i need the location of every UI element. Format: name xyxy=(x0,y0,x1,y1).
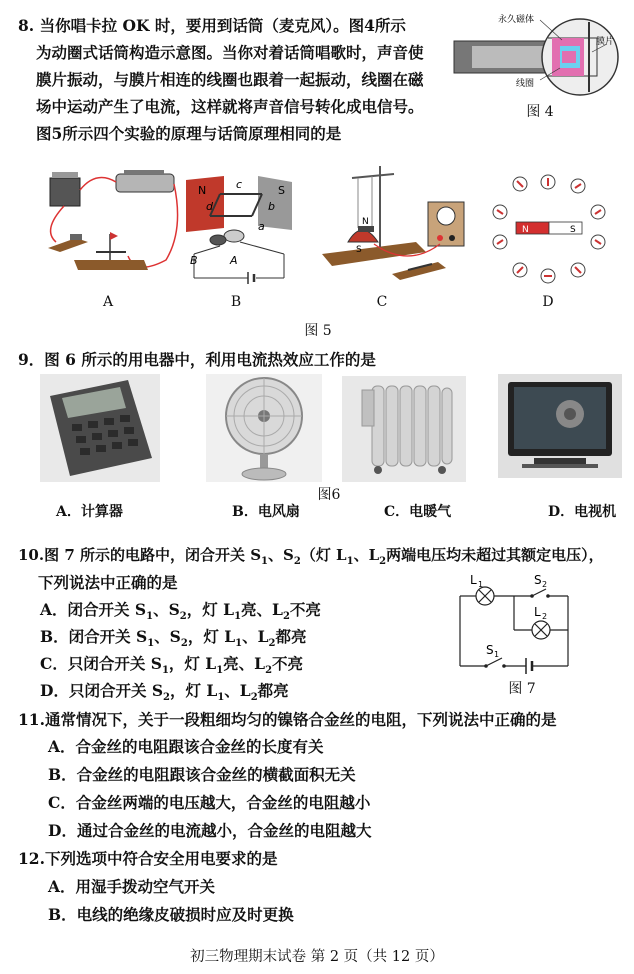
q10-option-d: D．只闭合开关 $S_2$，灯 $L_1$、$L_2$都亮 xyxy=(40,681,289,704)
fig5-panel-a-diagram xyxy=(36,160,186,285)
fig5-b-letter-b: b xyxy=(268,200,275,213)
q8-line-3: 膜片振动，与膜片相连的线圈也跟着一起振动，线圈在磁 xyxy=(36,70,424,89)
fig5-b-letter-c: c xyxy=(236,178,243,191)
q8-line-2: 为动圈式话筒构造示意图。当你对着话筒唱歌时，声音使 xyxy=(36,43,424,62)
q9-option-a: A．计算器 xyxy=(56,504,123,520)
fig7-label-l1: L xyxy=(470,573,477,587)
fig5-panel-b-label: B xyxy=(230,294,242,310)
fig5-panel-d-diagram xyxy=(488,172,610,290)
q12-option-a: A．用湿手拨动空气开关 xyxy=(48,877,216,896)
fig5-panel-a-label: A xyxy=(102,294,114,310)
fig5-d-letter-n: N xyxy=(522,225,529,235)
fig5-b-letter-n: N xyxy=(198,184,207,197)
page-footer: 初三物理期末试卷 第 2 页（共 12 页） xyxy=(190,949,444,965)
fig7-label-s2-sub: 2 xyxy=(542,580,548,589)
q10-question-line-1: 10.图 7 所示的电路中，闭合开关 $S_1$、$S_2$（灯 $L_1$、$L_2$两端电压均未超过其额定电压）， xyxy=(18,546,604,567)
fig4-microphone-diagram xyxy=(452,8,620,102)
fig4-label-magnet: 永久磁体 xyxy=(498,15,535,25)
q10-question-line-2: 下列说法中正确的是 xyxy=(38,573,178,592)
fig7-caption: 图 7 xyxy=(508,681,536,697)
q12-question: 12.下列选项中符合安全用电要求的是 xyxy=(18,849,278,868)
q9-option-b: B．电风扇 xyxy=(232,504,300,520)
fig5-panel-c-diagram xyxy=(318,158,476,280)
fig7-label-s1: S xyxy=(486,643,494,657)
fig5-b-letter-A: A xyxy=(230,254,238,267)
fig7-label-s2: S xyxy=(534,573,542,587)
q10-option-b: B．闭合开关 $S_1$、$S_2$，灯 $L_1$、$L_2$都亮 xyxy=(40,627,307,650)
fig5-panel-b-diagram xyxy=(180,168,298,286)
fig7-label-s1-sub: 1 xyxy=(494,650,500,659)
fig5-c-letter-n: N xyxy=(362,217,369,227)
fig6-calculator-image xyxy=(40,374,160,482)
q8-line-4: 场中运动产生了电流，这样就将声音信号转化成电信号。 xyxy=(36,97,424,116)
fig6-caption: 图6 xyxy=(317,487,341,503)
fig5-panel-d-label: D xyxy=(542,294,554,310)
fig5-b-letter-s: S xyxy=(278,184,285,197)
q11-option-c: C．合金丝两端的电压越大，合金丝的电阻越小 xyxy=(48,793,371,812)
fig4-label-coil: 线圈 xyxy=(516,79,535,89)
q9-option-c: C．电暖气 xyxy=(384,504,452,520)
fig5-d-letter-s: S xyxy=(570,225,576,235)
q11-question: 11.通常情况下，关于一段粗细均匀的镍铬合金丝的电阻，下列说法中正确的是 xyxy=(18,710,557,729)
q10-option-a: A．闭合开关 $S_1$、$S_2$，灯 $L_1$亮、$L_2$不亮 xyxy=(40,600,321,623)
fig5-b-letter-a: a xyxy=(258,220,265,233)
fig7-label-l1-sub: 1 xyxy=(478,580,484,589)
q11-option-a: A．合金丝的电阻跟该合金丝的长度有关 xyxy=(48,737,324,756)
fig5-b-letter-d: d xyxy=(206,200,213,213)
q9-option-d: D．电视机 xyxy=(548,504,617,520)
fig5-panel-c-label: C xyxy=(376,294,388,310)
fig6-fan-image xyxy=(206,374,322,482)
fig6-heater-image xyxy=(342,376,466,482)
q9-question: 9．图 6 所示的用电器中，利用电流热效应工作的是 xyxy=(18,350,376,369)
q10-option-c: C．只闭合开关 $S_1$，灯 $L_1$亮、$L_2$不亮 xyxy=(40,654,304,677)
fig5-b-letter-B: B xyxy=(190,254,198,267)
fig5-caption: 图 5 xyxy=(304,323,332,339)
fig4-label-diaphragm: 膜片 xyxy=(596,37,615,47)
fig4-caption: 图 4 xyxy=(526,104,554,120)
fig7-label-l2-sub: 2 xyxy=(542,612,548,621)
q8-line-5: 图5所示四个实验的原理与话筒原理相同的是 xyxy=(36,124,342,143)
q8-line-1: 8. 当你唱卡拉 OK 时，要用到话筒（麦克风）。图4所示 xyxy=(18,16,406,35)
q12-option-b: B．电线的绝缘皮破损时应及时更换 xyxy=(48,905,294,924)
fig7-label-l2: L xyxy=(534,605,541,619)
fig5-c-letter-s: S xyxy=(356,245,362,255)
q11-option-b: B．合金丝的电阻跟该合金丝的横截面积无关 xyxy=(48,765,356,784)
fig6-tv-image xyxy=(498,374,622,478)
q11-option-d: D．通过合金丝的电流越小，合金丝的电阻越大 xyxy=(48,821,372,840)
